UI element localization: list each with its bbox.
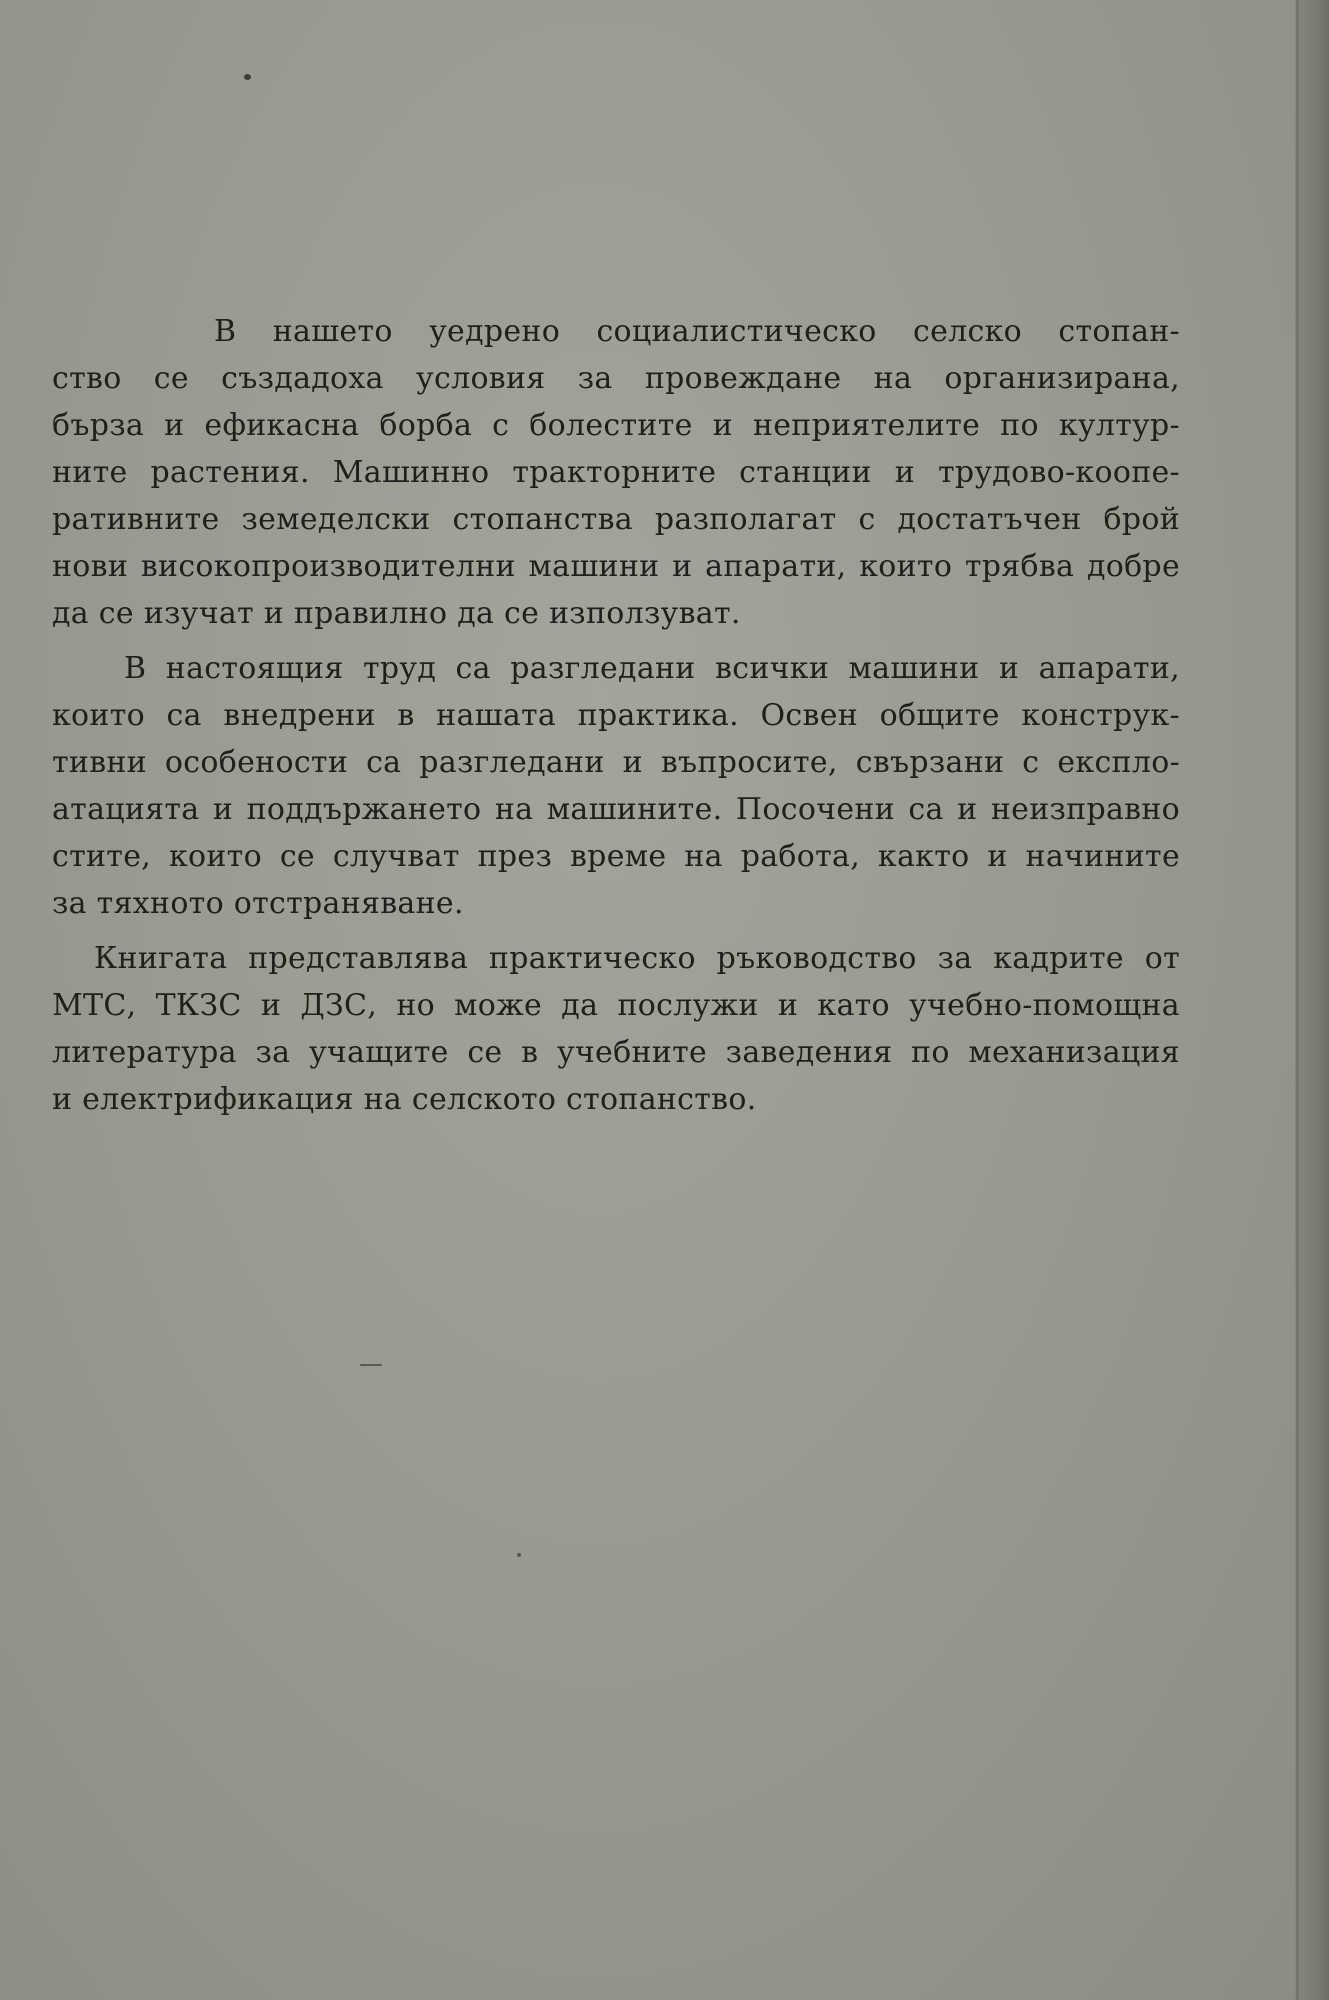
preface-text [52, 308, 1180, 1131]
paragraph-2 [52, 645, 1180, 927]
paragraph-3 [52, 935, 1180, 1123]
ink-speck [517, 1553, 521, 1557]
page-fold-line [1296, 0, 1299, 2000]
text-line: и електрификация на селското стопанство. [52, 1082, 757, 1117]
text-line: ните растения. Машинно тракторните станции и трудово-коопе- [52, 455, 1180, 490]
text-line: атацията и поддържането на машините. Посочени са и неизправно [52, 792, 1180, 827]
text-line: В настоящия труд са разгледани всички машини и апарати, [124, 651, 1180, 686]
text-line: ративните земеделски стопанства разполагат с достатъчен брой [52, 502, 1180, 537]
text-line: които са внедрени в нашата практика. Освен общите конструк- [52, 698, 1180, 733]
text-line: МТС, ТКЗС и ДЗС, но може да послужи и като учебно-помощна [52, 988, 1180, 1023]
text-line: В нашето уедрено социалистическо селско стопан- [214, 314, 1180, 349]
ink-speck [360, 1364, 382, 1366]
text-line: тивни особености са разгледани и въпросите, свързани с експло- [52, 745, 1180, 780]
text-line: нови високопроизводителни машини и апарати, които трябва добре [52, 549, 1180, 584]
text-line: стите, които се случват през време на работа, както и начините [52, 839, 1180, 874]
page-edge-shadow [1295, 0, 1329, 2000]
text-line: бърза и ефикасна борба с болестите и неприятелите по култур- [52, 408, 1180, 443]
text-line: литература за учащите се в учебните заведения по механизация [52, 1035, 1180, 1070]
ink-speck [244, 74, 251, 80]
text-line: за тяхното отстраняване. [52, 886, 464, 921]
text-line: ство се създадоха условия за провеждане на организирана, [52, 361, 1180, 396]
paragraph-1 [52, 308, 1180, 637]
text-line: да се изучат и правилно да се използуват. [52, 596, 741, 631]
text-line: Книгата представлява практическо ръководство за кадрите от [94, 941, 1180, 976]
